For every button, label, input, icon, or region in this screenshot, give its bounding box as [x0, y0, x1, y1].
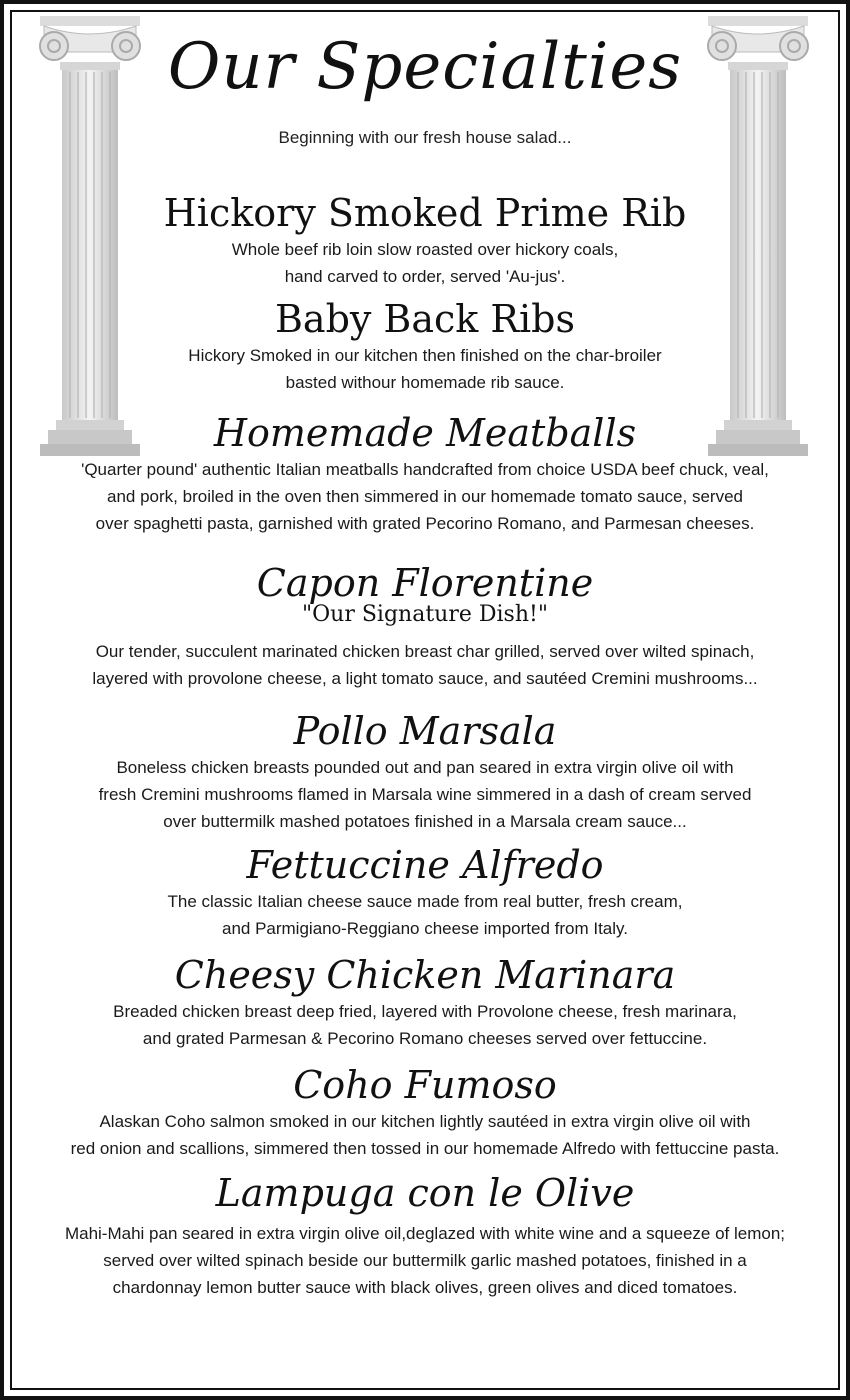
desc-line: and pork, broiled in the oven then simmered in our homemade tomato sauce, served [107, 487, 743, 506]
desc-line: served over wilted spinach beside our buttermilk garlic mashed potatoes, finished in a [103, 1251, 747, 1270]
dish-description [0, 236, 850, 290]
desc-line: fresh Cremini mushrooms flamed in Marsala wine simmered in a dash of cream served [98, 785, 752, 804]
dish-description [0, 638, 850, 692]
dish-baby-back-ribs [0, 296, 850, 396]
desc-line: Alaskan Coho salmon smoked in our kitchen lightly sautéed in extra virgin olive oil with [99, 1112, 751, 1131]
dish-capon-florentine [0, 560, 850, 692]
desc-line: Our tender, succulent marinated chicken breast char grilled, served over wilted spinach, [95, 642, 755, 661]
desc-line: chardonnay lemon butter sauce with black olives, green olives and diced tomatoes. [112, 1278, 738, 1297]
desc-line: Breaded chicken breast deep fried, layered with Provolone cheese, fresh marinara, [113, 1002, 737, 1021]
dish-tagline: "Our Signature Dish!" [302, 602, 548, 627]
dish-name: Baby Back Ribs [274, 297, 575, 341]
dish-name: Homemade Meatballs [213, 411, 637, 455]
dish-cheesy-chicken-marinara [0, 952, 850, 1052]
dish-name: Cheesy Chicken Marinara [174, 953, 676, 997]
dish-name: Pollo Marsala [293, 709, 557, 753]
desc-line: hand carved to order, served 'Au-jus'. [284, 267, 566, 286]
intro-text: Beginning with our fresh house salad... [278, 128, 572, 147]
dish-meatballs [0, 410, 850, 537]
dish-description [0, 888, 850, 942]
desc-line: Mahi-Mahi pan seared in extra virgin olive oil,deglazed with white wine and a squeeze of lemon; [64, 1224, 786, 1243]
dish-description [0, 998, 850, 1052]
desc-line: layered with provolone cheese, a light tomato sauce, and sautéed Cremini mushrooms... [92, 669, 758, 688]
desc-line: Whole beef rib loin slow roasted over hickory coals, [231, 240, 619, 259]
desc-line: red onion and scallions, simmered then tossed in our homemade Alfredo with fettuccine pasta. [70, 1139, 780, 1158]
dish-pollo-marsala [0, 708, 850, 835]
dish-name: Hickory Smoked Prime Rib [163, 191, 687, 235]
dish-name: Capon Florentine [256, 561, 594, 605]
dish-lampuga-con-le-olive [0, 1170, 850, 1301]
dish-fettuccine-alfredo [0, 842, 850, 942]
dish-description [0, 342, 850, 396]
desc-line: and Parmigiano-Reggiano cheese imported from Italy. [221, 919, 628, 938]
dish-description [0, 754, 850, 835]
desc-line: basted withour homemade rib sauce. [285, 373, 565, 392]
desc-line: Boneless chicken breasts pounded out and pan seared in extra virgin olive oil with [116, 758, 734, 777]
dish-coho-fumoso [0, 1062, 850, 1162]
dish-prime-rib [0, 190, 850, 290]
dish-description [0, 456, 850, 537]
desc-line: Hickory Smoked in our kitchen then finished on the char-broiler [188, 346, 662, 365]
desc-line: over buttermilk mashed potatoes finished in a Marsala cream sauce... [163, 812, 687, 831]
dish-name: Coho Fumoso [293, 1063, 557, 1107]
desc-line: and grated Parmesan & Pecorino Romano cheeses served over fettuccine. [142, 1029, 708, 1048]
page-title: Our Specialties [167, 30, 683, 104]
dish-description [0, 1220, 850, 1301]
desc-line: over spaghetti pasta, garnished with grated Pecorino Romano, and Parmesan cheeses. [95, 514, 755, 533]
dish-description [0, 1108, 850, 1162]
desc-line: The classic Italian cheese sauce made from real butter, fresh cream, [167, 892, 683, 911]
desc-line: 'Quarter pound' authentic Italian meatballs handcrafted from choice USDA beef chuck, veal, [81, 460, 769, 479]
dish-name: Fettuccine Alfredo [246, 843, 604, 887]
dish-name: Lampuga con le Olive [215, 1171, 635, 1215]
